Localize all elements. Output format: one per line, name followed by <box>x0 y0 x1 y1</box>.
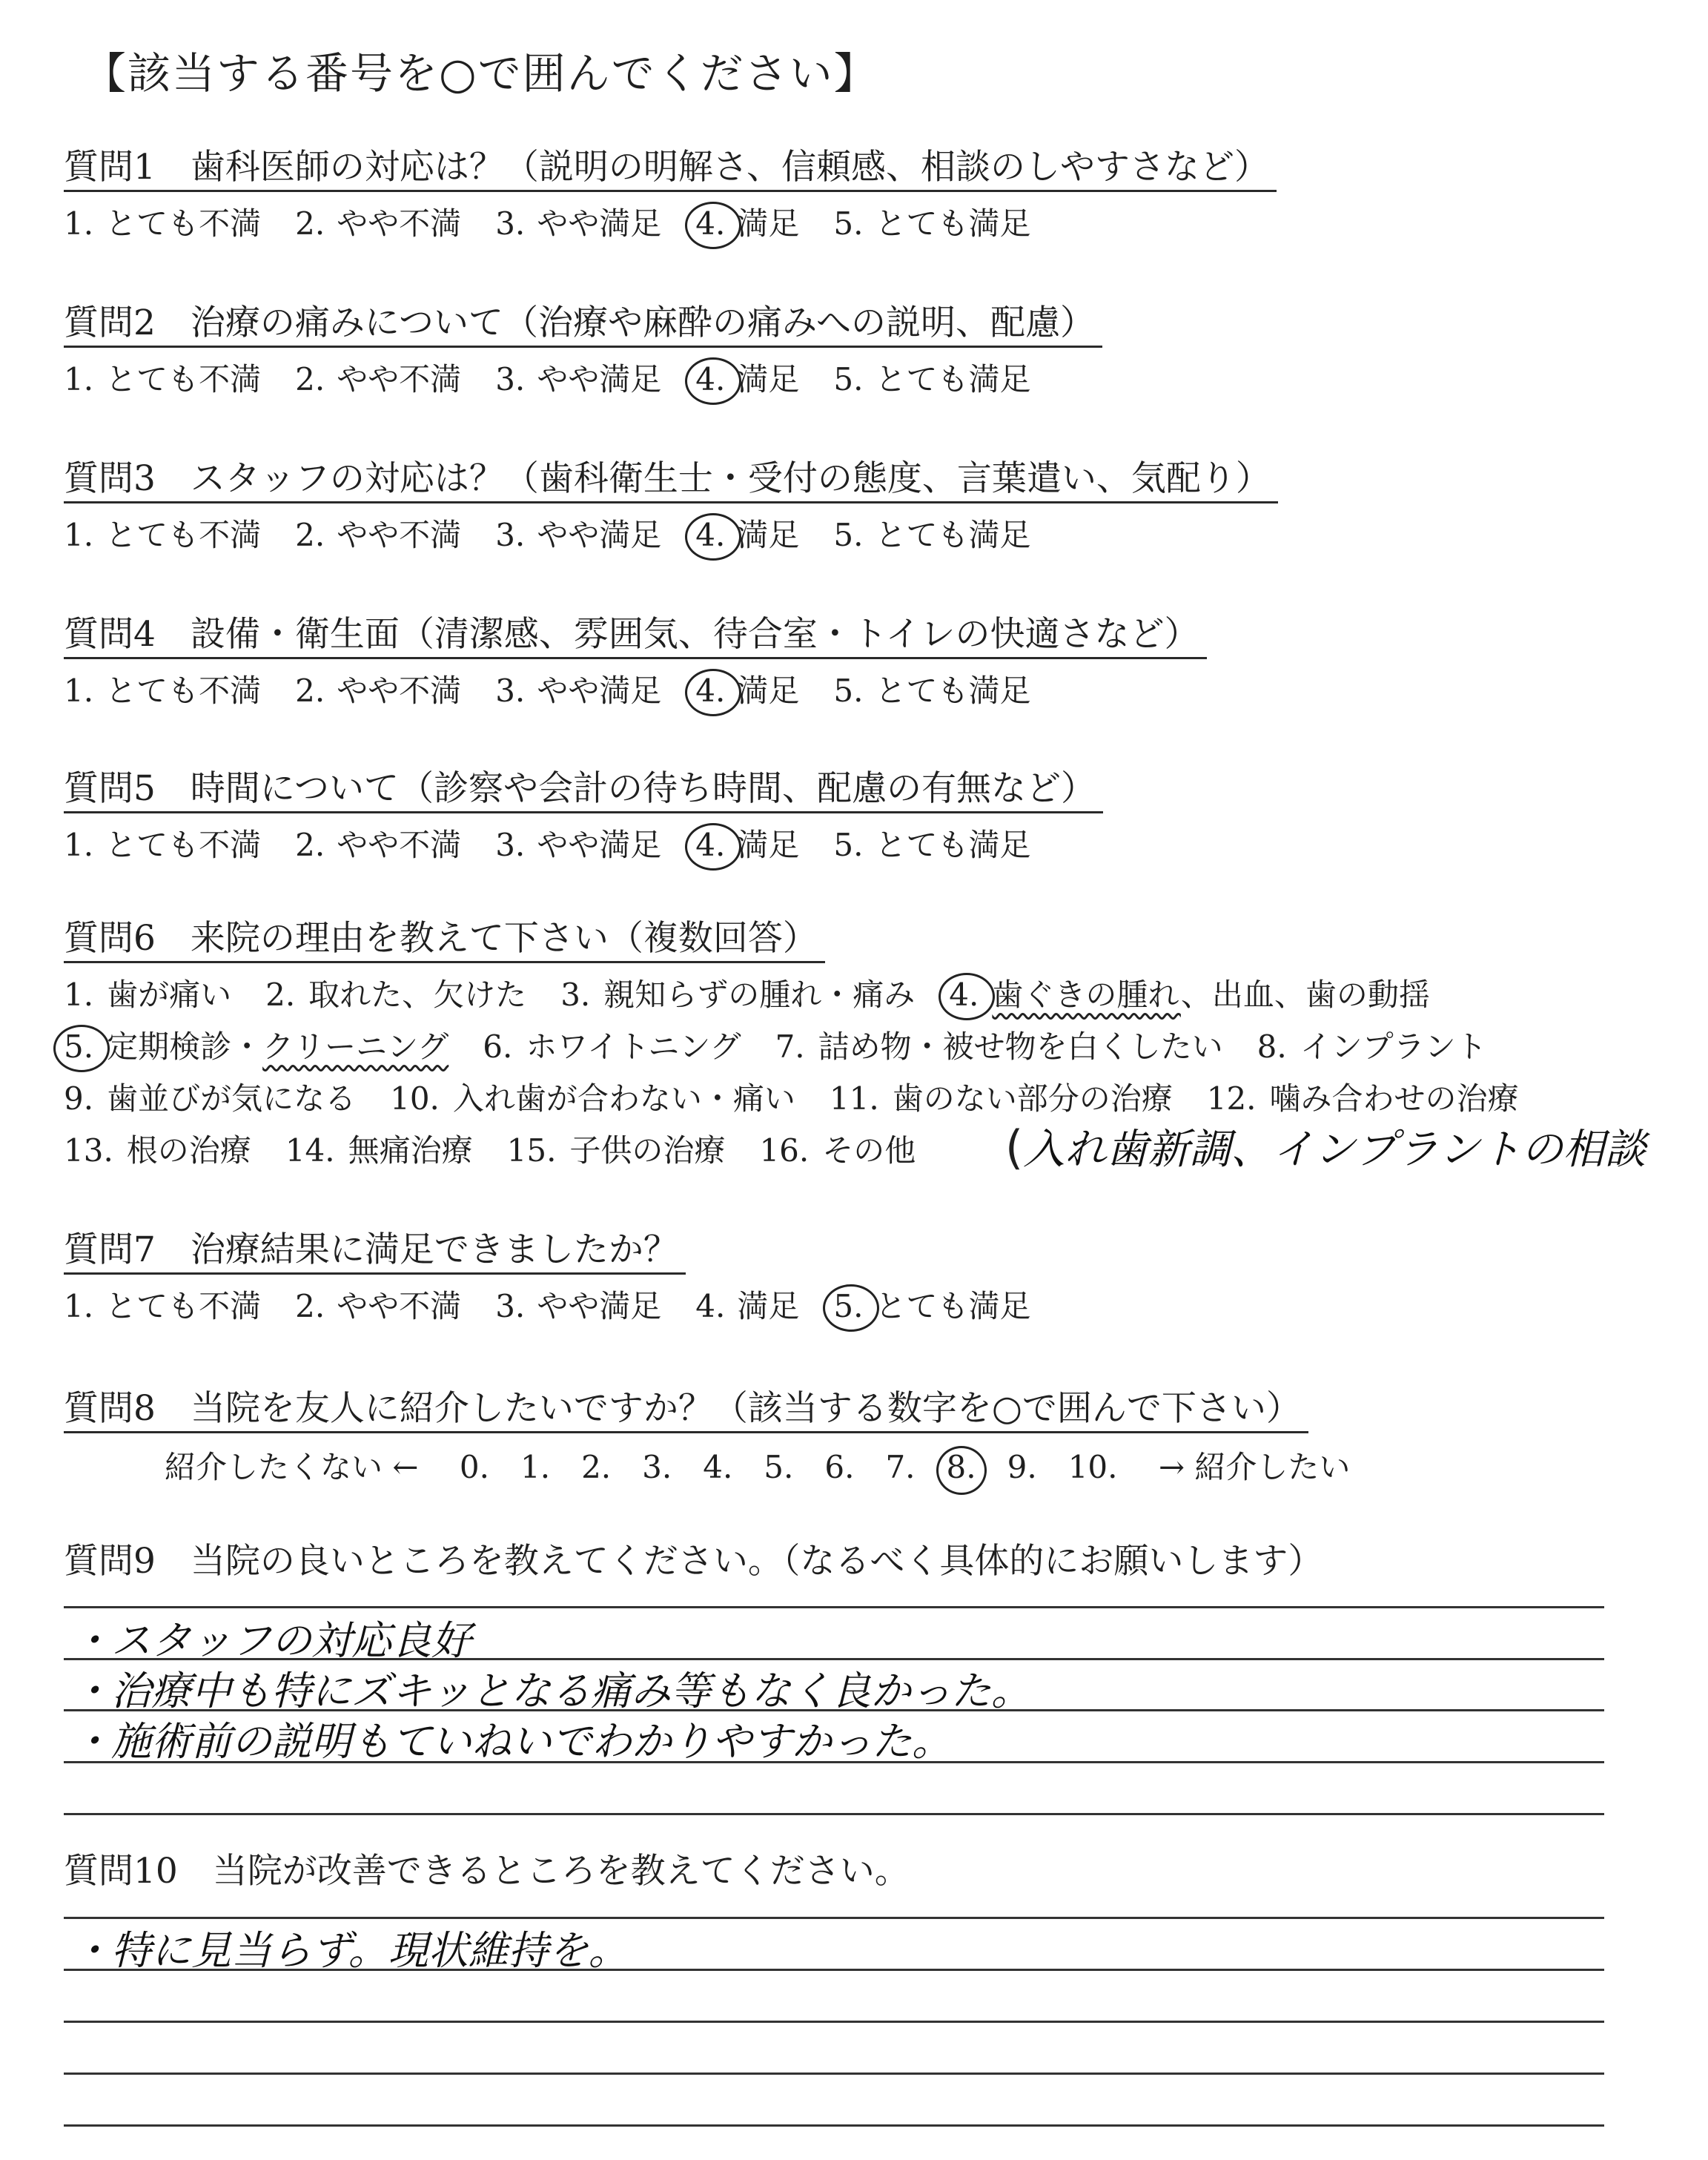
open-paren: ( <box>1005 1120 1024 1175</box>
scale-number[interactable]: 3. <box>642 1449 672 1485</box>
scale-number[interactable]: 0. <box>459 1449 489 1485</box>
q7-option-label: とても不満 <box>105 1288 262 1324</box>
scale-number[interactable]: 2. <box>581 1449 612 1485</box>
q6-opt: 歯並びが気になる <box>107 1080 357 1117</box>
q6-opt: 11. <box>829 1080 879 1117</box>
q2-title: 質問2 治療の痛みについて（治療や麻酔の痛みへの説明、配慮） <box>64 301 1102 348</box>
q6-line4 <box>64 1130 921 1172</box>
q6-opt-underlined: 歯ぐきの腫れ <box>992 977 1181 1013</box>
q6-opt: 、出血、歯の動揺 <box>1180 977 1430 1013</box>
q8-scale <box>165 1443 1381 1487</box>
q7-option-label: やや不満 <box>337 1288 462 1324</box>
q6-opt: 13. <box>64 1132 113 1169</box>
q2-option-number-selected[interactable]: 4. <box>695 359 725 400</box>
q5-option-number[interactable]: 1. <box>64 827 94 863</box>
q2-option-number[interactable]: 5. <box>833 361 864 397</box>
q1-option-number[interactable]: 2. <box>295 205 325 242</box>
q3-option-number-selected[interactable]: 4. <box>695 515 725 556</box>
scale-number[interactable]: 7. <box>885 1449 916 1485</box>
q2-option-label: とても不満 <box>105 361 262 397</box>
q5-option-number[interactable]: 3. <box>495 827 526 863</box>
q8-title: 質問8 当院を友人に紹介したいですか？（該当する数字を○で囲んで下さい） <box>64 1387 1308 1433</box>
q4-option-label: やや満足 <box>537 673 662 709</box>
q6-opt: 取れた、欠けた <box>308 977 527 1013</box>
handwritten-text: 入れ歯新調、インプラントの相談 <box>1023 1126 1646 1174</box>
q6-opt: 入れ歯が合わない・痛い <box>452 1080 795 1117</box>
q6-opt: 9. <box>64 1080 94 1117</box>
q3-option-label: やや不満 <box>337 517 462 553</box>
page-heading: 【該当する番号を○で囲んでください】 <box>83 48 878 99</box>
q1-option-number[interactable]: 3. <box>495 205 526 242</box>
q5-option-label: とても不満 <box>105 827 262 863</box>
q4-option-number[interactable]: 1. <box>64 673 94 709</box>
q1-title: 質問1 歯科医師の対応は？（説明の明解さ、信頼感、相談のしやすさなど） <box>64 145 1277 192</box>
q2-option-label: やや満足 <box>537 361 662 397</box>
q7-option-label: やや満足 <box>537 1288 662 1324</box>
q7-option-number[interactable]: 1. <box>64 1288 94 1324</box>
q2-option-number[interactable]: 1. <box>64 361 94 397</box>
q1-option-label: やや満足 <box>537 205 662 242</box>
q1-option-number[interactable]: 5. <box>833 205 864 242</box>
q6-opt: 6. <box>483 1028 513 1065</box>
q3-option-label: とても満足 <box>875 517 1031 553</box>
q6-opt: 2. <box>265 977 296 1013</box>
q6-opt: その他 <box>822 1132 916 1169</box>
q7-option-number-selected[interactable]: 5. <box>833 1286 863 1327</box>
q7-option-label: とても満足 <box>875 1288 1031 1324</box>
q5-option-number-selected[interactable]: 4. <box>695 825 725 866</box>
answer-line <box>64 2124 1604 2127</box>
scale-number[interactable]: 5. <box>764 1449 794 1485</box>
q7-options <box>64 1286 1065 1327</box>
q4-option-number[interactable]: 5. <box>833 673 864 709</box>
q1-option-label: 満足 <box>737 205 800 242</box>
q6-opt: 無痛治療 <box>348 1132 473 1169</box>
q6-other-answer[interactable] <box>1005 1117 1646 1176</box>
q6-opt: 16. <box>759 1132 810 1169</box>
q6-opt: 定期検診・ <box>107 1028 263 1065</box>
scale-left-label: 紹介したくない ← <box>165 1449 419 1485</box>
q3-option-label: とても不満 <box>105 517 262 553</box>
q4-title: 質問4 設備・衛生面（清潔感、雰囲気、待合室・トイレの快適さなど） <box>64 612 1207 659</box>
q6-opt: インプラント <box>1300 1028 1487 1065</box>
q7-option-label: 満足 <box>737 1288 800 1324</box>
q4-option-number[interactable]: 2. <box>295 673 325 709</box>
q6-opt: ホワイトニング <box>526 1028 741 1065</box>
q3-option-number[interactable]: 2. <box>295 517 325 553</box>
q4-option-label: やや不満 <box>337 673 462 709</box>
q9-answer-1[interactable]: ・スタッフの対応良好 <box>71 1617 471 1664</box>
scale-numbers <box>460 1449 1149 1485</box>
q6-opt: 根の治療 <box>126 1132 251 1169</box>
q5-options <box>64 825 1065 866</box>
q1-option-label: とても不満 <box>105 205 262 242</box>
q6-opt: 7. <box>775 1028 805 1065</box>
q6-opt: 8. <box>1257 1028 1287 1065</box>
q6-opt-selected[interactable]: 5. <box>64 1026 93 1068</box>
q4-option-label: とても満足 <box>875 673 1031 709</box>
q6-opt: 子供の治療 <box>569 1132 726 1169</box>
scale-right-label: → 紹介したい <box>1158 1449 1351 1485</box>
q3-option-number[interactable]: 5. <box>833 517 864 553</box>
q7-title: 質問7 治療結果に満足できましたか？ <box>64 1228 686 1275</box>
answer-line <box>64 2021 1604 2023</box>
scale-number[interactable]: 9. <box>1007 1449 1037 1485</box>
q4-option-label: とても不満 <box>105 673 262 709</box>
scale-number-selected[interactable]: 8. <box>946 1449 976 1485</box>
answer-line <box>64 2073 1604 2075</box>
answer-line <box>64 1813 1604 1815</box>
scale-number[interactable]: 6. <box>824 1449 855 1485</box>
q5-option-label: やや満足 <box>537 827 662 863</box>
q5-option-label: とても満足 <box>875 827 1031 863</box>
q3-option-number[interactable]: 1. <box>64 517 94 553</box>
q4-option-number-selected[interactable]: 4. <box>695 670 725 712</box>
q7-option-number[interactable]: 3. <box>495 1288 526 1324</box>
q6-opt: 歯のない部分の治療 <box>892 1080 1173 1117</box>
q9-answer-3[interactable]: ・施術前の説明もていねいでわかりやすかった。 <box>71 1718 952 1765</box>
q2-option-number[interactable]: 3. <box>495 361 526 397</box>
q6-line3 <box>64 1078 1519 1120</box>
q6-line2 <box>46 1026 1521 1068</box>
q1-option-number-selected[interactable]: 4. <box>695 203 725 245</box>
q5-option-number[interactable]: 2. <box>295 827 325 863</box>
q3-option-label: やや満足 <box>537 517 662 553</box>
q1-option-label: やや不満 <box>337 205 462 242</box>
q5-option-label: やや不満 <box>337 827 462 863</box>
q6-opt-underlined: クリーニング <box>262 1028 449 1065</box>
q3-option-number[interactable]: 3. <box>495 517 526 553</box>
q6-opt: 1. <box>64 977 94 1013</box>
q7-option-number[interactable]: 4. <box>695 1288 726 1324</box>
scale-number[interactable]: 4. <box>703 1449 733 1485</box>
q6-opt: 噛み合わせの治療 <box>1269 1080 1519 1117</box>
q2-option-label: 満足 <box>737 361 800 397</box>
q3-option-label: 満足 <box>737 517 800 553</box>
q6-title: 質問6 来院の理由を教えて下さい（複数回答） <box>64 916 825 963</box>
q2-option-label: やや不満 <box>337 361 462 397</box>
q6-opt: 12. <box>1206 1080 1257 1117</box>
q4-options <box>64 670 1065 712</box>
q4-option-label: 満足 <box>737 673 800 709</box>
q1-option-number[interactable]: 1. <box>64 205 94 242</box>
q5-title: 質問5 時間について（診察や会計の待ち時間、配慮の有無など） <box>64 767 1103 813</box>
q2-option-label: とても満足 <box>875 361 1031 397</box>
q3-options <box>64 515 1065 556</box>
q3-title: 質問3 スタッフの対応は？（歯科衛生士・受付の態度、言葉遣い、気配り） <box>64 457 1278 503</box>
answer-line <box>64 1606 1604 1608</box>
q6-opt: 14. <box>285 1132 335 1169</box>
q1-options <box>64 203 1065 245</box>
q10-answer-1[interactable]: ・特に見当らず。現状維持を。 <box>71 1927 629 1974</box>
q6-opt: 10. <box>390 1080 440 1117</box>
q6-opt: 詰め物・被せ物を白くしたい <box>818 1028 1223 1065</box>
q4-option-number[interactable]: 3. <box>495 673 526 709</box>
q1-option-label: とても満足 <box>875 205 1031 242</box>
q10-title: 質問10 当院が改善できるところを教えてください。 <box>64 1851 910 1892</box>
q2-option-number[interactable]: 2. <box>295 361 325 397</box>
scale-number[interactable]: 1. <box>520 1449 551 1485</box>
q9-title: 質問9 当院の良いところを教えてください。（なるべく具体的にお願いします） <box>64 1541 1323 1582</box>
q9-answer-2[interactable]: ・治療中も特にズキッとなる痛み等もなく良かった。 <box>71 1668 1031 1714</box>
q6-opt: 15. <box>506 1132 557 1169</box>
q6-opt-selected[interactable]: 4. <box>949 974 979 1016</box>
q6-opt: 歯が痛い <box>107 977 232 1013</box>
q6-line1 <box>64 974 1430 1016</box>
scale-number[interactable]: 10. <box>1068 1449 1118 1485</box>
q7-option-number[interactable]: 2. <box>295 1288 325 1324</box>
q5-option-label: 満足 <box>737 827 800 863</box>
q6-opt: 親知らずの腫れ・痛み <box>603 977 916 1013</box>
q5-option-number[interactable]: 5. <box>833 827 864 863</box>
q2-options <box>64 359 1065 400</box>
q6-opt: 3. <box>560 977 591 1013</box>
